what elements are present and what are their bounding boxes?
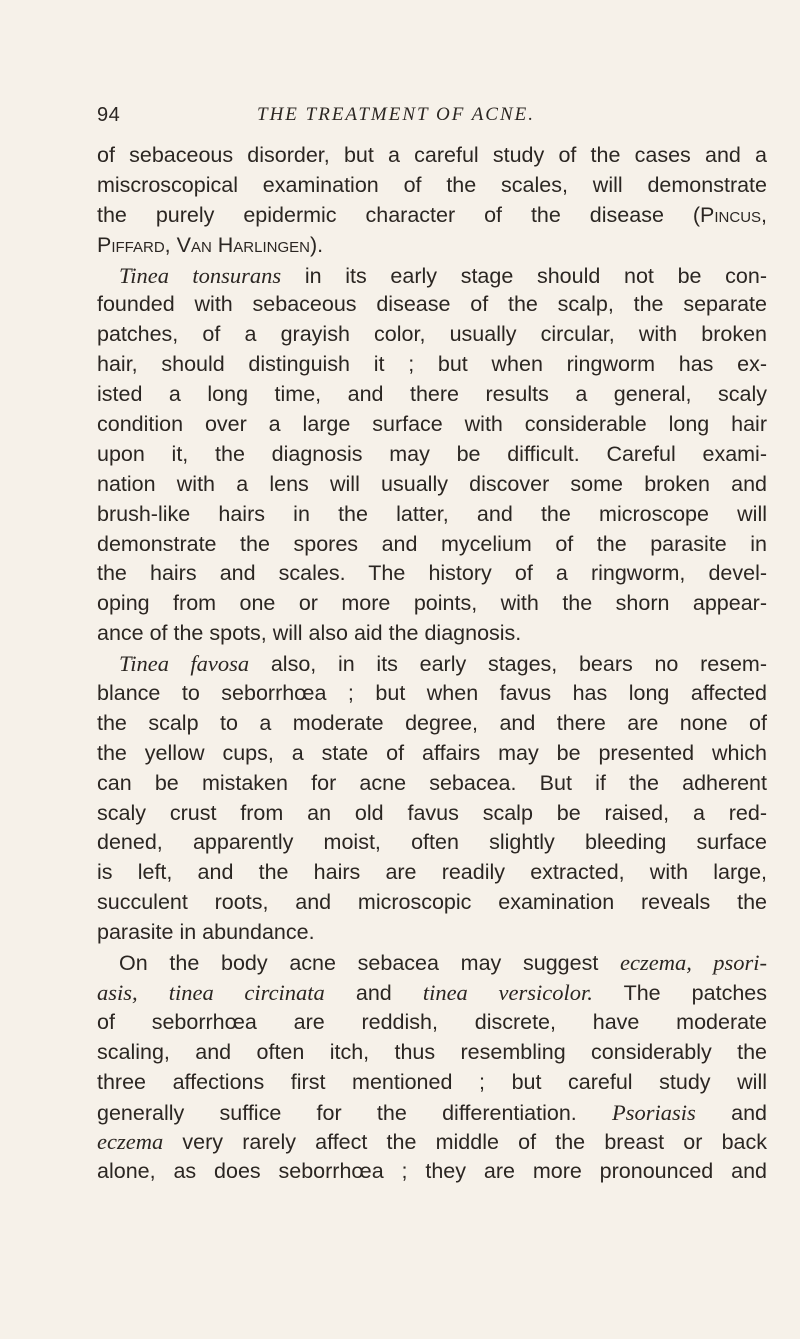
text-line: isted a long time, and there results a general, scaly	[97, 382, 767, 407]
text-line: founded with sebaceous disease of the scalp, the separate	[97, 292, 767, 317]
text-line: the scalp to a moderate degree, and there are none of	[97, 710, 767, 735]
running-head: THE TREATMENT OF ACNE.	[257, 104, 536, 125]
text-line: succulent roots, and microscopic examination reveals the	[97, 890, 767, 915]
term-tinea-circinata: tinea circinata	[168, 979, 325, 1005]
text-line: the hairs and scales. The history of a ringworm, devel-	[97, 561, 767, 586]
text-line: asis, tinea circinata and tinea versicolor. The patches	[97, 979, 767, 1005]
term-tinea-favosa: Tinea favosa	[119, 651, 250, 677]
text-line: nation with a lens will usually discover some broken and	[97, 471, 767, 496]
text-line: Tinea tonsurans in its early stage should not be con-	[119, 262, 767, 288]
body-text	[97, 141, 767, 1187]
text-line: ance of the spots, will also aid the diagnosis.	[97, 621, 522, 646]
text-line: scaling, and often itch, thus resembling considerably the	[97, 1039, 767, 1064]
text-line: Tinea favosa also, in its early stages, bears no resem-	[119, 651, 767, 677]
text-line: brush-like hairs in the latter, and the microscope will	[97, 501, 767, 526]
text-line: three affections first mentioned ; but careful study will	[97, 1069, 767, 1094]
text-line: patches, of a grayish color, usually circular, with broken	[97, 322, 767, 347]
term-psoriasis: Psoriasis	[612, 1099, 696, 1125]
text-line: blance to seborrhœa ; but when favus has long affected	[97, 681, 767, 706]
page-number: 94	[97, 104, 121, 126]
text-line: scaly crust from an old favus scalp be raised, a red-	[97, 800, 767, 825]
text-line: of seborrhœa are reddish, discrete, have moderate	[97, 1009, 767, 1034]
text-line: of sebaceous disorder, but a careful study of the cases and a	[97, 143, 767, 167]
text-line: condition over a large surface with considerable long hair	[97, 412, 767, 437]
text-line: parasite in abundance.	[97, 920, 315, 945]
text-line: oping from one or more points, with the shorn appear-	[97, 591, 767, 616]
text-line: the yellow cups, a state of affairs may be presented which	[97, 740, 767, 765]
term-tinea-versicolor: tinea versicolor.	[422, 979, 593, 1005]
text-line: upon it, the diagnosis may be difficult. Careful exami-	[97, 441, 767, 466]
text-line: the purely epidermic character of the disease (Pincus,	[97, 202, 767, 227]
text-line: dened, apparently moist, often slightly bleeding surface	[97, 830, 767, 855]
term-eczema-psoriasis: eczema, psori-	[620, 950, 767, 976]
text-line: eczema very rarely affect the middle of the breast or back	[97, 1129, 767, 1155]
text-line	[97, 231, 767, 261]
text-line: generally suffice for the differentiation. Psoriasis and	[97, 1099, 767, 1125]
text-line: miscroscopical examination of the scales, will demonstrate	[97, 172, 767, 197]
author-names: Piffard, Van Harlingen).	[97, 232, 324, 257]
text-line: is left, and the hairs are readily extracted, with large,	[97, 860, 767, 885]
text-line: demonstrate the spores and mycelium of the parasite in	[97, 531, 767, 556]
term-tinea-tonsurans: Tinea tonsurans	[119, 262, 282, 288]
page-header	[97, 104, 767, 134]
text-line: hair, should distinguish it ; but when ringworm has ex-	[97, 352, 767, 377]
text-line: On the body acne sebacea may suggest eczema, psori-	[119, 950, 767, 976]
term-eczema: eczema	[97, 1129, 164, 1155]
text-line: can be mistaken for acne sebacea. But if the adherent	[97, 770, 767, 795]
author-name: Pincus,	[700, 202, 767, 227]
text-line: alone, as does seborrhœa ; they are more pronounced and	[97, 1159, 767, 1184]
